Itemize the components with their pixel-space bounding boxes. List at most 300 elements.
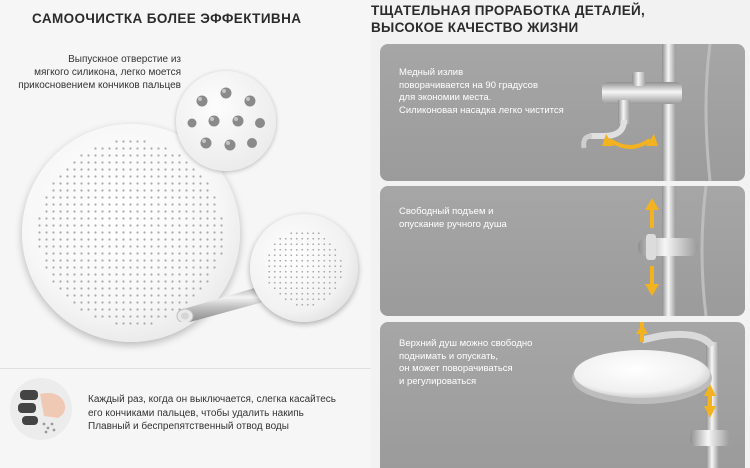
nozzle-dot — [192, 217, 194, 219]
nozzle-dot — [129, 196, 131, 198]
nozzle-dot — [340, 265, 342, 267]
nozzle-dot — [318, 276, 320, 278]
nozzle-dot — [136, 161, 138, 163]
nozzle-dot — [115, 294, 117, 296]
nozzle-dot — [122, 210, 124, 212]
nozzle-dot — [66, 259, 68, 261]
nozzle-dot — [122, 273, 124, 275]
nozzle-dot — [178, 182, 180, 184]
nozzle-dot — [199, 203, 201, 205]
nozzle-dot — [80, 266, 82, 268]
nozzle-dot — [150, 252, 152, 254]
nozzle-dot — [157, 189, 159, 191]
nozzle-dot — [307, 287, 309, 289]
nozzle-dot — [143, 210, 145, 212]
nozzle-dot — [101, 168, 103, 170]
nozzle-dot — [307, 271, 309, 273]
card-line: опускание ручного душа — [399, 218, 507, 230]
nozzle-dots — [250, 214, 358, 322]
nozzle-dot — [199, 259, 201, 261]
nozzle-dot — [94, 273, 96, 275]
nozzle-dot — [143, 182, 145, 184]
nozzle-dot — [279, 282, 281, 284]
nozzle-dot — [171, 238, 173, 240]
nozzle-dot — [206, 231, 208, 233]
nozzle-dot — [329, 287, 331, 289]
nozzle-dot — [122, 168, 124, 170]
nozzle-dot — [73, 287, 75, 289]
nozzle-dot — [59, 189, 61, 191]
nozzle-dot — [80, 287, 82, 289]
nozzle-dot — [171, 273, 173, 275]
nozzle-dot — [108, 224, 110, 226]
nozzle-dot — [213, 203, 215, 205]
nozzle-dot — [164, 259, 166, 261]
nozzle-dot — [115, 140, 117, 142]
nozzle-dot — [129, 294, 131, 296]
nozzle-dot — [164, 154, 166, 156]
nozzle-dot — [108, 287, 110, 289]
nozzle-dot — [115, 259, 117, 261]
nozzle-dot — [45, 210, 47, 212]
nozzle-dot — [329, 282, 331, 284]
nozzle-dot — [206, 182, 208, 184]
nozzle-dot — [59, 238, 61, 240]
nozzle-dot — [150, 203, 152, 205]
nozzle-dot — [129, 154, 131, 156]
nozzle-dot — [129, 245, 131, 247]
nozzle-dot — [80, 161, 82, 163]
nozzle-dot — [150, 245, 152, 247]
nozzle-dot — [101, 252, 103, 254]
nozzle-dot — [164, 273, 166, 275]
nozzle-dot — [274, 287, 276, 289]
nozzle-dot — [285, 254, 287, 256]
nozzle-dot — [87, 210, 89, 212]
nozzle-dot — [192, 196, 194, 198]
nozzle-dot — [122, 280, 124, 282]
nozzle-dot — [101, 301, 103, 303]
card-line: Верхний душ можно свободно — [399, 338, 533, 349]
nozzle-dot — [334, 254, 336, 256]
nozzle-dot — [150, 280, 152, 282]
nozzle-dot — [115, 308, 117, 310]
nozzle-dot — [220, 238, 222, 240]
nozzle-dot — [213, 238, 215, 240]
note-line: Выпускное отверстие из — [68, 54, 181, 65]
nozzle-dot — [279, 254, 281, 256]
nozzle-dot — [290, 260, 292, 262]
nozzle-dot — [307, 238, 309, 240]
nozzle-dot — [122, 294, 124, 296]
nozzle-dot — [178, 273, 180, 275]
nozzle-dot — [192, 231, 194, 233]
nozzle-dot — [290, 293, 292, 295]
nozzle-dot — [164, 189, 166, 191]
nozzle-dot — [87, 175, 89, 177]
nozzle-dot — [80, 210, 82, 212]
nozzle-dot — [66, 273, 68, 275]
nozzle-dot — [143, 161, 145, 163]
nozzle-dot — [73, 238, 75, 240]
nozzle-dot — [108, 259, 110, 261]
nozzle-dot — [296, 287, 298, 289]
nozzle-dot — [94, 217, 96, 219]
nozzle-dot — [279, 265, 281, 267]
nozzle-dot — [108, 238, 110, 240]
nozzle-dot — [150, 224, 152, 226]
nozzle-dot — [150, 238, 152, 240]
nozzle-dot — [340, 260, 342, 262]
note-line: Плавный и беспрепятственный отвод воды — [88, 421, 289, 432]
nozzle-dot — [323, 287, 325, 289]
nozzle-dot — [101, 287, 103, 289]
nozzle-dot — [129, 322, 131, 324]
nozzle-dot — [80, 294, 82, 296]
nozzle-dot — [108, 154, 110, 156]
nozzle-dot — [164, 217, 166, 219]
nozzle-dot — [312, 287, 314, 289]
nozzle-dot — [94, 161, 96, 163]
nozzle-dot — [52, 210, 54, 212]
nozzle-dot — [143, 203, 145, 205]
nozzle-dot — [296, 293, 298, 295]
nozzle-dot — [307, 260, 309, 262]
nozzle-dot — [129, 147, 131, 149]
nozzle-dot — [157, 287, 159, 289]
nozzle-dot — [108, 252, 110, 254]
nozzle-dot — [108, 182, 110, 184]
nozzle-dot — [80, 189, 82, 191]
nozzle-dot — [115, 273, 117, 275]
feature-card-spout — [380, 44, 745, 181]
nozzle-dot — [157, 210, 159, 212]
nozzle-dot — [73, 231, 75, 233]
nozzle-dot — [136, 203, 138, 205]
nozzle-dot — [178, 196, 180, 198]
nozzle-dot — [94, 280, 96, 282]
nozzle-dot — [115, 322, 117, 324]
nozzle-dot — [122, 224, 124, 226]
nozzle-dot — [38, 238, 40, 240]
nozzle-dot — [213, 252, 215, 254]
nozzle-dot — [94, 182, 96, 184]
feature-card-slider — [380, 186, 745, 316]
nozzle-dot — [101, 266, 103, 268]
nozzle-dot — [87, 266, 89, 268]
nozzle-dot — [122, 238, 124, 240]
nozzle-dot — [143, 175, 145, 177]
note-line: мягкого силикона, легко моется — [34, 67, 181, 78]
nozzle-dot — [185, 175, 187, 177]
nozzle-dot — [290, 249, 292, 251]
nozzle-dot — [164, 266, 166, 268]
nozzle-dot — [143, 140, 145, 142]
nozzle-dot — [157, 196, 159, 198]
nozzle-dot — [296, 304, 298, 306]
nozzle-dot — [150, 168, 152, 170]
nozzle-dot — [52, 224, 54, 226]
nozzle-dot — [171, 231, 173, 233]
nozzle-dot — [312, 238, 314, 240]
nozzle-dot — [101, 147, 103, 149]
nozzle-dot — [157, 294, 159, 296]
nozzle-dot — [129, 287, 131, 289]
nozzle-dot — [296, 249, 298, 251]
nozzle-dot — [136, 273, 138, 275]
nozzle-dot — [52, 273, 54, 275]
nozzle-dot — [279, 276, 281, 278]
nozzle-dot — [178, 224, 180, 226]
nozzle-dot — [312, 265, 314, 267]
nozzle-dot — [164, 294, 166, 296]
nozzle-dot — [312, 304, 314, 306]
nozzle-dot — [296, 238, 298, 240]
nozzle-dot — [52, 182, 54, 184]
nozzle-dot — [73, 210, 75, 212]
nozzle-dot — [108, 189, 110, 191]
nozzle-dot — [164, 301, 166, 303]
card-line: для экономии места. — [399, 92, 492, 103]
nozzle-dot — [171, 189, 173, 191]
descaling-note — [88, 393, 368, 434]
nozzle-dot — [301, 282, 303, 284]
note-line: Каждый раз, когда он выключается, слегка касайтесь — [88, 394, 336, 405]
nozzle-dot — [80, 252, 82, 254]
nozzle-dot — [52, 245, 54, 247]
nozzle-dot — [164, 147, 166, 149]
nozzle-dot — [87, 231, 89, 233]
nozzle-dot — [136, 322, 138, 324]
nozzle-dot — [52, 217, 54, 219]
nozzle-dot — [136, 210, 138, 212]
left-panel-title: САМООЧИСТКА БОЛЕЕ ЭФФЕКТИВНА — [32, 11, 302, 26]
title-line: ТЩАТЕЛЬНАЯ ПРОРАБОТКА ДЕТАЛЕЙ, — [371, 3, 646, 18]
nozzle-dot — [171, 196, 173, 198]
nozzle-dot — [296, 271, 298, 273]
nozzle-dot — [171, 203, 173, 205]
nozzle-dot — [94, 175, 96, 177]
nozzle-dot — [150, 294, 152, 296]
nozzle-dot — [301, 298, 303, 300]
nozzle-dot — [164, 161, 166, 163]
nozzle-dot — [329, 254, 331, 256]
nozzle-dot — [66, 294, 68, 296]
nozzle-dot — [122, 189, 124, 191]
nozzle-dot — [129, 168, 131, 170]
nozzle-dot — [150, 301, 152, 303]
nozzle-dot — [199, 273, 201, 275]
nozzle-dot — [268, 282, 270, 284]
nozzle-dot — [136, 259, 138, 261]
spout-description — [399, 67, 564, 117]
nozzle-dot — [307, 304, 309, 306]
nozzle-dot — [150, 273, 152, 275]
nozzle-dot — [94, 245, 96, 247]
nozzle-dot — [185, 182, 187, 184]
nozzle-dot — [136, 287, 138, 289]
nozzle-dot — [87, 280, 89, 282]
nozzle-dot — [122, 287, 124, 289]
nozzle-dot — [340, 276, 342, 278]
nozzle-dot — [285, 249, 287, 251]
nozzle-dot — [220, 245, 222, 247]
nozzle-dot — [157, 224, 159, 226]
nozzle-dot — [143, 315, 145, 317]
nozzle-dot — [94, 196, 96, 198]
nozzle-dot — [296, 254, 298, 256]
nozzle-dot — [45, 224, 47, 226]
nozzle-dot — [199, 224, 201, 226]
nozzle-dot — [199, 196, 201, 198]
nozzle-dot — [192, 203, 194, 205]
nozzle-dot — [206, 203, 208, 205]
nozzle-dot — [129, 182, 131, 184]
nozzle-dot — [157, 308, 159, 310]
nozzle-dot — [318, 293, 320, 295]
nozzle-dot — [157, 154, 159, 156]
nozzle-dot — [101, 203, 103, 205]
nozzle-dot — [66, 182, 68, 184]
nozzle-dot — [290, 254, 292, 256]
nozzle-dot — [206, 210, 208, 212]
nozzle-dot — [66, 196, 68, 198]
nozzle-dot — [101, 273, 103, 275]
nozzle-dot — [101, 245, 103, 247]
slider-description — [399, 206, 507, 231]
nozzle-dot — [279, 287, 281, 289]
nozzle-dot — [136, 175, 138, 177]
nozzle-dot — [192, 245, 194, 247]
nozzle-dot — [143, 224, 145, 226]
nozzle-dot — [129, 189, 131, 191]
nozzle-dot — [73, 259, 75, 261]
nozzle-dot — [87, 301, 89, 303]
nozzle-dot — [301, 304, 303, 306]
nozzle-dot — [129, 273, 131, 275]
nozzle-dot — [122, 182, 124, 184]
nozzle-dot — [185, 245, 187, 247]
nozzle-dot — [285, 298, 287, 300]
nozzle-dot — [318, 298, 320, 300]
nozzle-dot — [206, 189, 208, 191]
nozzle-dot — [94, 203, 96, 205]
nozzle-dot — [73, 252, 75, 254]
nozzle-dot — [199, 210, 201, 212]
nozzle-dot — [296, 298, 298, 300]
finger-press-icon — [10, 378, 72, 440]
nozzle-dot — [143, 231, 145, 233]
card-line: Свободный подъем и — [399, 206, 494, 217]
nozzle-dot — [94, 147, 96, 149]
nozzle-dot — [122, 245, 124, 247]
nozzle-dot — [115, 189, 117, 191]
nozzle-dot — [185, 210, 187, 212]
nozzle-dot — [80, 175, 82, 177]
nozzle-dot — [59, 196, 61, 198]
nozzle-dot — [129, 203, 131, 205]
nozzle-dot — [94, 210, 96, 212]
nozzle-dot — [59, 266, 61, 268]
nozzle-dot — [73, 266, 75, 268]
nozzle-dot — [122, 196, 124, 198]
nozzle-dot — [101, 182, 103, 184]
nozzle-dot — [285, 276, 287, 278]
nozzle-dot — [122, 147, 124, 149]
nozzle-dot — [312, 254, 314, 256]
nozzle-dot — [192, 273, 194, 275]
nozzle-dot — [122, 252, 124, 254]
nozzle-dot — [73, 294, 75, 296]
nozzle-dot — [143, 259, 145, 261]
nozzle-dot — [312, 243, 314, 245]
nozzle-dot — [115, 287, 117, 289]
nozzle-dot — [108, 210, 110, 212]
nozzle-dot — [340, 271, 342, 273]
nozzle-dot — [59, 273, 61, 275]
nozzle-dot — [285, 243, 287, 245]
nozzle-dot — [143, 287, 145, 289]
nozzle-dot — [52, 252, 54, 254]
nozzle-dot — [157, 231, 159, 233]
nozzle-dot — [122, 175, 124, 177]
nozzle-dot — [318, 265, 320, 267]
nozzle-dot — [285, 287, 287, 289]
nozzle-dot — [164, 231, 166, 233]
nozzle-dot — [164, 168, 166, 170]
nozzle-dot — [312, 298, 314, 300]
nozzle-dot — [129, 217, 131, 219]
nozzle-dot — [143, 301, 145, 303]
nozzle-dot — [318, 287, 320, 289]
nozzle-dot — [206, 224, 208, 226]
nozzle-dot — [80, 196, 82, 198]
nozzle-dot — [296, 265, 298, 267]
nozzle-dot — [94, 238, 96, 240]
nozzle-dot — [307, 265, 309, 267]
nozzle-dot — [66, 266, 68, 268]
nozzle-dot — [115, 224, 117, 226]
card-line: и регулироваться — [399, 375, 477, 387]
nozzle-dot — [122, 259, 124, 261]
nozzle-dot — [59, 231, 61, 233]
nozzle-dot — [213, 245, 215, 247]
nozzle-dot — [94, 252, 96, 254]
nozzle-dot — [59, 280, 61, 282]
nozzle-dot — [94, 315, 96, 317]
nozzle-dot — [192, 210, 194, 212]
nozzle-dot — [101, 161, 103, 163]
nozzle-dot — [334, 260, 336, 262]
nozzle-dot — [87, 238, 89, 240]
nozzle-dot — [129, 238, 131, 240]
nozzle-dot — [115, 266, 117, 268]
right-panel-title — [371, 3, 645, 36]
nozzle-dot — [185, 217, 187, 219]
nozzle-dot — [164, 224, 166, 226]
nozzle-dot — [290, 232, 292, 234]
nozzle-dot — [171, 259, 173, 261]
nozzle-dot — [206, 252, 208, 254]
nozzle-dot — [101, 259, 103, 261]
nozzle-dot — [323, 238, 325, 240]
nozzle-dot — [136, 231, 138, 233]
nozzle-dot — [318, 249, 320, 251]
nozzle-dot — [136, 294, 138, 296]
nozzle-dot — [59, 217, 61, 219]
nozzle-dot — [171, 161, 173, 163]
nozzle-dot — [66, 217, 68, 219]
